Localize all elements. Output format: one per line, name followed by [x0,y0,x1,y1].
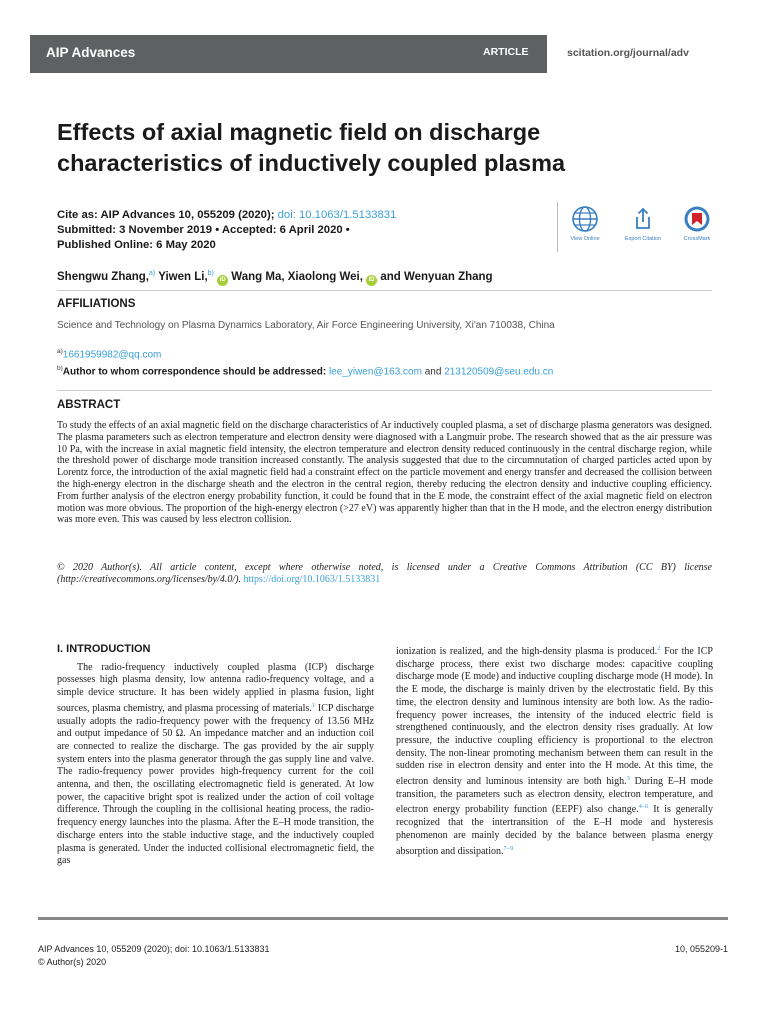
doi-link[interactable]: https://doi.org/10.1063/1.5133831 [243,574,381,585]
section-heading: I. INTRODUCTION [57,643,151,655]
correspondence-label: Author to whom correspondence should be addressed: [62,366,327,378]
footer-citation: AIP Advances 10, 055209 (2020); doi: 10.1063/1.5133831 [38,944,270,954]
author-name[interactable]: Yiwen Li, [158,270,208,283]
note-mark: a) [57,348,63,355]
footer-page-number: 10, 055209-1 [674,944,728,954]
published-date: Published Online: 6 May 2020 [57,239,216,251]
globe-icon [571,205,599,233]
journal-header [30,35,768,73]
orcid-icon[interactable]: iD [366,275,377,286]
body-text: ionization is realized, and the high-density plasma is produced. [396,646,658,657]
body-text: During E–H mode transition, the parameters such as electron density, electron temperature, and electron energy probability function (EEPF) also change. [396,776,713,816]
body-text: For the ICP discharge process, there exist two discharge modes: capacitive coupling discharge mode (E mode) and inductive coupling discharge mode (H mode). In the E mode, the discharge is mainly driven by the electrostatic field. By this time, the electron density and luminous intensity are both low. As the radio-frequency power increases, the intensity of the induced electric field is strengthened continuously, and the electron density rises gradually. At low pressure, the inductive coupling efficiency is proportional to the electron density. The non-linear promoting mechanism between them can result in the sudden rise in electron density and enter into the H mode. At this time, the electron density and luminous intensity are both high. [396,646,713,788]
journal-url-box [547,35,768,73]
article-title: Effects of axial magnetic field on discharge characteristics of inductively coupled plasma [57,119,566,176]
footer-copyright: © Author(s) 2020 [38,957,107,967]
doi-link[interactable]: doi: 10.1063/1.5133831 [277,209,397,221]
author-affil-mark[interactable]: a) [149,270,156,277]
license-text [57,562,712,586]
crossmark-icon [683,205,711,233]
author-notes [57,345,553,380]
author-name[interactable]: Shengwu Zhang, [57,270,149,283]
footer-divider [38,917,728,920]
email-link[interactable]: 213120509@seu.edu.cn [444,366,554,378]
export-icon [629,205,657,233]
reference-link[interactable]: 1 [311,701,316,709]
intro-left-column [57,643,374,868]
intro-right-column [396,643,713,858]
author-name[interactable]: Wang Ma, [231,270,285,283]
crossmark-label: CrossMark [683,236,711,242]
orcid-icon[interactable]: iD [217,275,228,286]
author-name[interactable]: Xiaolong Wei, [287,270,363,283]
divider [57,290,712,291]
abstract-heading: ABSTRACT [57,399,121,411]
body-text: It is generally recognized that the intertransition of the E–H mode and hysteresis phenomenon are mainly decided by the balance between plasma energy absorption and dissipation. [396,804,714,857]
and-text: and [424,366,442,378]
body-text: The radio-frequency inductively coupled plasma (ICP) discharge possesses high plasma density, low antenna radio-frequency voltage, and a simple device structure. It has been widely applied in plasma fusion, light sources, plasma chemistry, and plasma processing of materials. [57,661,374,714]
note-mark: b) [57,365,63,373]
email-link[interactable]: lee_yiwen@163.com [328,366,422,378]
reference-link[interactable]: 7–9 [503,844,514,852]
citation-block [57,208,396,253]
email-link[interactable]: 1661959982@qq.com [62,349,162,361]
article-tools [560,205,730,250]
affiliations-heading: AFFILIATIONS [57,298,136,310]
divider [557,202,558,252]
license-statement: © 2020 Author(s). All article content, except where otherwise noted, is licensed under a Creative Commons Attribution (CC BY) license (http://creativecommons.org/licenses/by/4.0/). [57,562,712,585]
author-list [57,270,493,286]
article-label: ARTICLE [483,46,529,58]
abstract-text: To study the effects of an axial magnetic field on the discharge characteristics of Ar inductively coupled plasma, a set of discharge plasma generators was designed. The plasma parameters such as electron temperature and electron density were diagnosed with a Langmuir probe. The research showed that as the air pressure was 10 Pa, with the increase in axial magnetic field intensity, the electron temperature and electron density reduced continuously in the central discharge region, while the threshold power of discharge mode transition increased constantly. The analysis suggested that due to the circumnutation of charged particles acted upon by Lorentz force, the introduction of the axial magnetic field had a constraint effect on the particle movement and energy transfer and decreased the collision between the high-energy electron in the discharge sheath and the electron in the central region, thereby reducing the electron density and inductive coupling efficiency. From further analysis of the electron energy probability function, it could be found that in the E mode, the constraint effect of the axial magnetic field on electron motion was more obvious. The proportion of the high-energy electron (>27 eV) was apparently higher than that in the H mode, and the electron energy distribution was more even. This was caused by less electron collision. [57,420,712,526]
affiliation-text: Science and Technology on Plasma Dynamics Laboratory, Air Force Engineering University, Xi'an 710038, China [57,320,555,331]
reference-link[interactable]: 4–6 [638,803,649,811]
body-text: ICP discharge usually adopts the radio-frequency power with the frequency of 13.56 MHz and output impedance of 50 Ω. An impedance matcher and an induction coil are connected to realize the discharge. The gas provided by the air supply system enters into the plasma generator through the gas supply line and valve. The radio-frequency power provides high-frequency current for the coil antenna, and then, the oscillating electromagnetic field is generated. At low power, the capacitive bright spot is realized under the action of coil voltage difference. Through the coupling in the collisional heating process, the radio-frequency energy launches into the plasma. After the E–H mode transition, the discharge enters into the stable inductive stage, and the inductively coupled plasma is generated. Under the inducted collisional electromagnetic field, the gas [57,702,374,867]
crossmark-button[interactable] [672,205,722,242]
journal-name[interactable]: AIP Advances [46,45,136,60]
author-name[interactable]: and Wenyuan Zhang [380,270,493,283]
reference-link[interactable]: 3 [626,775,630,783]
export-citation-label: Export Citation [624,236,662,242]
journal-url[interactable]: scitation.org/journal/adv [567,47,689,59]
cite-as: Cite as: AIP Advances 10, 055209 (2020); [57,209,275,221]
reference-link[interactable]: 2 [657,645,661,652]
author-affil-mark[interactable]: b) [207,270,214,277]
export-citation-button[interactable] [618,205,668,242]
view-online-label: View Online [570,236,600,242]
view-online-button[interactable] [560,205,610,242]
footer-left [38,943,270,969]
divider [57,390,712,391]
dates: Submitted: 3 November 2019 • Accepted: 6 April 2020 • [57,224,350,236]
